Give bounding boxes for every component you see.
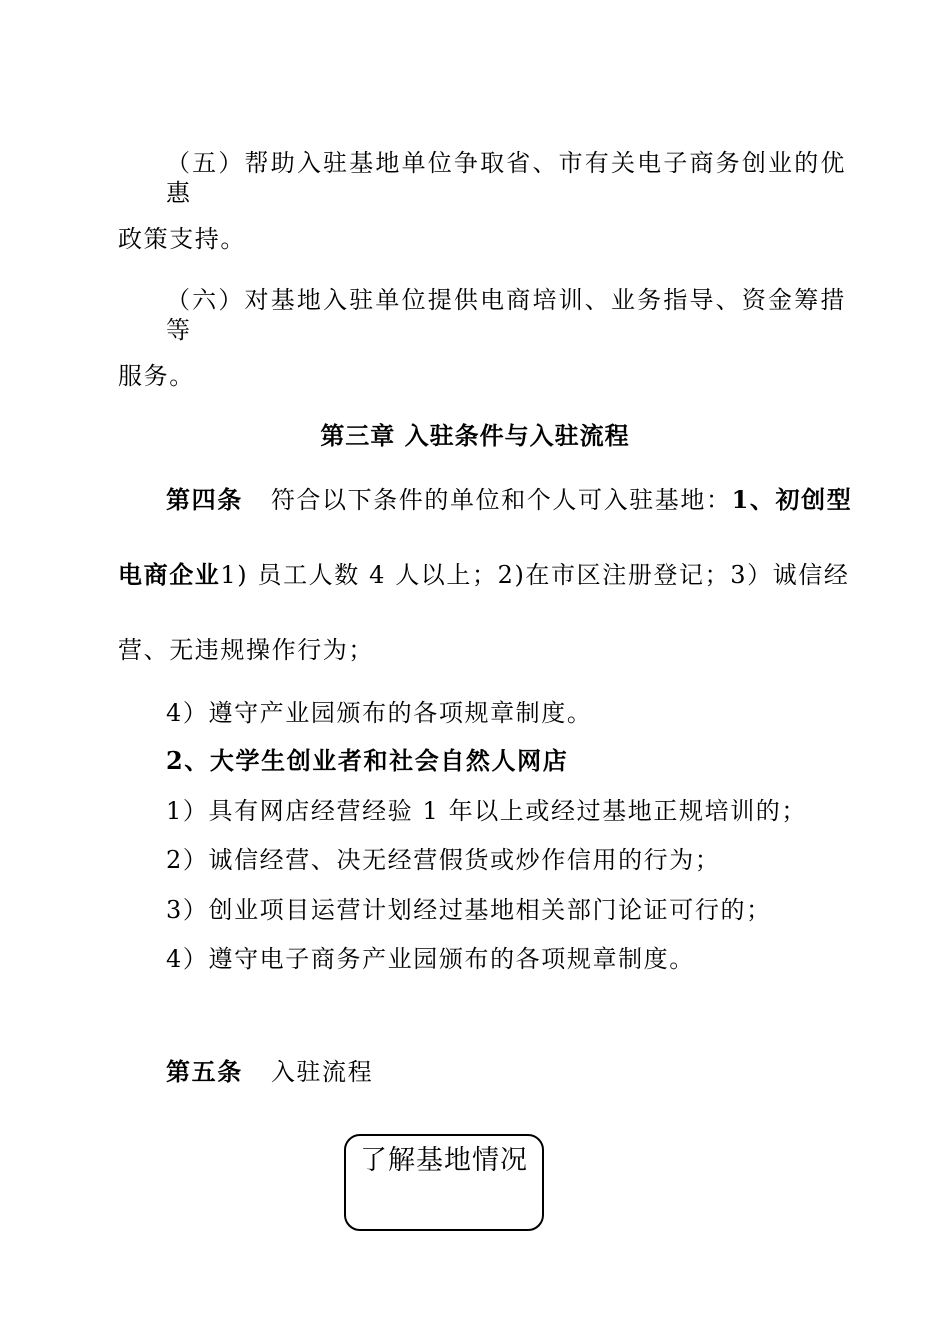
article-4-intro: 符合以下条件的单位和个人可入驻基地： [270,486,732,514]
section-2-item-1: 1）具有网店经营经验 1 年以上或经过基地正规培训的； [166,797,807,825]
article-5-line [166,1057,373,1087]
article-4-label: 第四条 [166,485,243,514]
article-4-category-1-end: 电商企业 [118,560,221,589]
article-4-line-1 [166,485,852,515]
section-2-title: 2、大学生创业者和社会自然人网店 [166,746,569,775]
article-4-line-2 [118,560,850,590]
section-2-item-2: 2）诚信经营、决无经营假货或炒作信用的行为； [166,846,721,874]
section-2-item-3: 3）创业项目运营计划经过基地相关部门论证可行的； [166,896,772,924]
flowchart-step-box [344,1134,544,1231]
paragraph-5-line-2: 政策支持。 [118,225,246,253]
article-4-line-3: 营、无违规操作行为； [118,636,374,664]
article-5-text: 入驻流程 [270,1058,374,1086]
paragraph-6-line-1: （六）对基地入驻单位提供电商培训、业务指导、资金筹措等 [166,286,846,344]
paragraph-6-line-2: 服务。 [118,362,195,390]
section-2-item-4: 4）遵守电子商务产业园颁布的各项规章制度。 [166,945,695,973]
article-4-conditions: 1) 员工人数 4 人以上；2)在市区注册登记；3）诚信经 [220,561,850,589]
chapter-3-title: 第三章 入驻条件与入驻流程 [320,421,630,450]
article-4-category-1-start: 1、初创型 [731,485,853,514]
flowchart-step-label: 了解基地情况 [360,1145,528,1176]
article-5-label: 第五条 [166,1057,243,1086]
article-4-item-4: 4）遵守产业园颁布的各项规章制度。 [166,699,593,727]
paragraph-5-line-1: （五）帮助入驻基地单位争取省、市有关电子商务创业的优惠 [166,149,846,207]
